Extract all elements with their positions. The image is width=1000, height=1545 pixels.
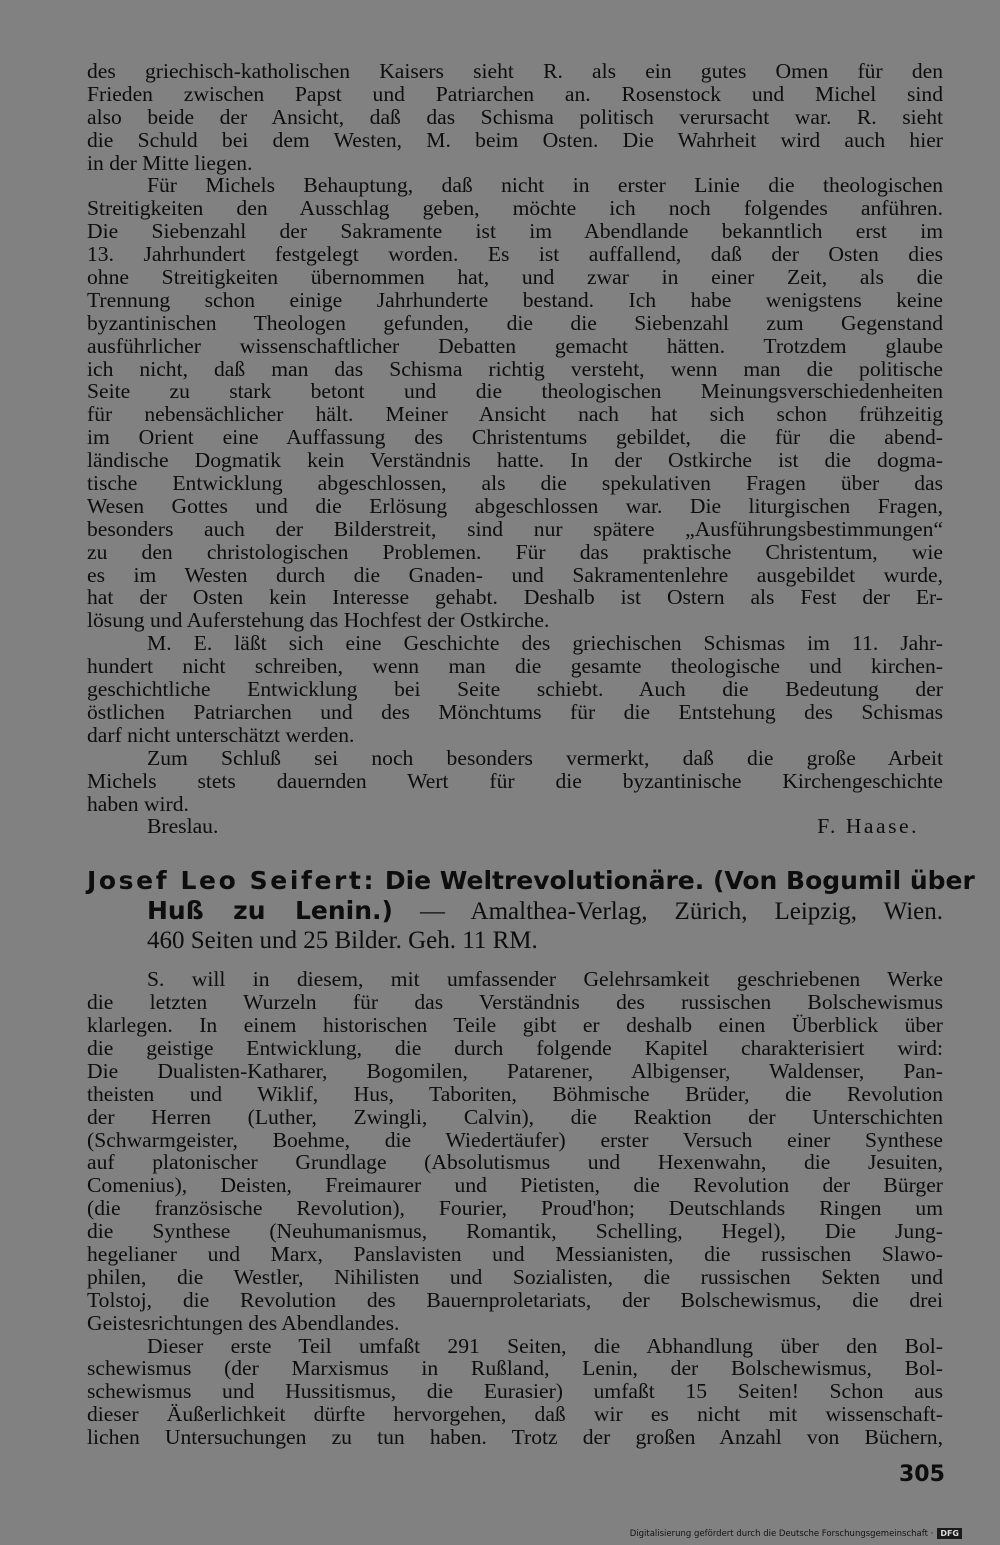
text-line: zu den christologischen Problemen. Für das praktische Christentum, wie (87, 539, 943, 564)
text-line: geschichtliche Entwicklung bei Seite schiebt. Auch die Bedeutung der (87, 677, 943, 702)
text-line: Die Dualisten-Katharer, Bogomilen, Patarener, Albigenser, Waldenser, Pan- (87, 1058, 943, 1083)
text-line: lösung und Auferstehung das Hochfest der Ostkirche. (87, 608, 550, 633)
text-line: Wesen Gottes und die Erlösung abgeschlossen war. Die liturgischen Fragen, (87, 493, 943, 518)
dfg-logo: DFG (937, 1528, 962, 1539)
text-line: auf platonischer Grundlage (Absolutismus und Hexenwahn, die Jesuiten, (87, 1150, 943, 1175)
review-2-heading (87, 866, 975, 956)
text-line: S. will in diesem, mit umfassender Gelehrsamkeit geschriebenen Werke (147, 967, 943, 992)
text-line: lichen Untersuchungen zu tun haben. Trotz der großen Anzahl von Büchern, (87, 1425, 943, 1450)
page-number: 305 (899, 1462, 945, 1487)
text-line: tische Entwicklung abgeschlossen, als die spekulativen Fragen über das (87, 471, 943, 496)
text-line: schewismus (der Marxismus in Rußland, Lenin, der Bolschewismus, Bol- (87, 1356, 943, 1381)
digitization-footer (630, 1528, 962, 1539)
text-line: Geistesrichtungen des Abendlandes. (87, 1310, 400, 1335)
text-line: Die Siebenzahl der Sakramente ist im Abendlande bekanntlich erst im (87, 219, 943, 244)
place-label: Breslau. (147, 814, 219, 839)
text-line: ländische Dogmatik kein Verständnis hatte. In der Ostkirche ist die dogma- (87, 448, 943, 473)
text-line: dieser Äußerlichkeit dürfte hervorgehen, daß wir es nicht mit wissenschaft- (87, 1402, 943, 1427)
text-line: Comenius), Deisten, Freimaurer und Pietisten, die Revolution der Bürger (87, 1173, 943, 1198)
text-line: für nebensächlicher hält. Meiner Ansicht nach hat sich schon frühzeitig (87, 402, 943, 427)
review-1-body (87, 60, 943, 838)
text-line: M. E. läßt sich eine Geschichte des griechischen Schismas im 11. Jahr- (147, 631, 943, 656)
text-line: haben wird. (87, 791, 189, 816)
text-line: die letzten Wurzeln für das Verständnis des russischen Bolschewismus (87, 990, 943, 1015)
text-line: die Schuld bei dem Westen, M. beim Osten. Die Wahrheit wird auch hier (87, 127, 943, 152)
book-title-part-2: Huß zu Lenin.) (147, 896, 393, 926)
text-line: (die französische Revolution), Fourier, Proud'hon; Deutschlands Ringen um (87, 1196, 943, 1221)
text-line: ich nicht, daß man das Schisma richtig versteht, wenn man die politische (87, 356, 943, 381)
text-line: besonders auch der Bilderstreit, sind nur spätere „Ausführungsbestimmungen“ (87, 516, 943, 541)
text-line: Zum Schluß sei noch besonders vermerkt, daß die große Arbeit (147, 745, 943, 770)
footer-credit: Digitalisierung gefördert durch die Deutsche Forschungsgemeinschaft · (629, 1528, 934, 1539)
text-line: schewismus und Hussitismus, die Eurasier) umfaßt 15 Seiten! Schon aus (87, 1379, 943, 1404)
text-line: im Orient eine Auffassung des Christentums gebildet, die für die abend- (87, 425, 943, 450)
text-line: (Schwarmgeister, Boehme, die Wiedertäufer) erster Versuch einer Synthese (87, 1127, 943, 1152)
text-line: der Herren (Luther, Zwingli, Calvin), die Reaktion der Unterschichten (87, 1104, 943, 1129)
book-author: Josef Leo Seifert: (87, 866, 377, 896)
text-line: Tolstoj, die Revolution des Bauernproletariats, der Bolschewismus, die drei (87, 1287, 943, 1312)
text-line: darf nicht unterschätzt werden. (87, 722, 355, 747)
text-line: die Synthese (Neuhumanismus, Romantik, Schelling, Hegel), Die Jung- (87, 1219, 943, 1244)
book-publisher: — Amalthea-Verlag, Zürich, Leipzig, Wien. (419, 898, 943, 926)
text-line: Dieser erste Teil umfaßt 291 Seiten, die Abhandlung über den Bol- (147, 1333, 943, 1358)
text-line: philen, die Westler, Nihilisten und Sozialisten, die russischen Sekten und (87, 1264, 943, 1289)
heading-line-2 (87, 896, 943, 926)
text-line: des griechisch-katholischen Kaisers sieht R. als ein gutes Omen für den (87, 59, 943, 83)
text-line: also beide der Ansicht, daß das Schisma politisch verursacht war. R. sieht (87, 104, 943, 129)
text-line: hegelianer und Marx, Panslavisten und Messianisten, die russischen Slawo- (87, 1241, 943, 1266)
text-line: ausführlicher wissenschaftlicher Debatten gemacht hätten. Trotzdem glaube (87, 333, 943, 358)
page-text-column (87, 59, 975, 1450)
text-line: byzantinischen Theologen gefunden, die die Siebenzahl zum Gegenstand (87, 310, 943, 335)
review-1-signature-row (87, 815, 943, 838)
text-line: Michels stets dauernden Wert für die byzantinische Kirchengeschichte (87, 768, 943, 793)
text-line: Für Michels Behauptung, daß nicht in erster Linie die theologischen (147, 173, 943, 198)
reviewer-signature: F. Haase. (817, 814, 919, 839)
text-line: Streitigkeiten den Ausschlag geben, möchte ich noch folgendes anführen. (87, 196, 943, 221)
text-line: hundert nicht schreiben, wenn man die gesamte theologische und kirchen- (87, 654, 943, 679)
text-line: theisten und Wiklif, Hus, Taboriten, Böhmische Brüder, die Revolution (87, 1081, 943, 1106)
text-line: hat der Osten kein Interesse gehabt. Deshalb ist Ostern als Fest der Er- (87, 585, 943, 610)
book-title-part-1: Die Weltrevolutionäre. (Von Bogumil über (384, 866, 975, 896)
book-details: 460 Seiten und 25 Bilder. Geh. 11 RM. (147, 927, 538, 955)
heading-line-1 (87, 866, 975, 896)
text-line: klarlegen. In einem historischen Teile gibt er deshalb einen Überblick über (87, 1013, 943, 1038)
text-line: Frieden zwischen Papst und Patriarchen an. Rosenstock und Michel sind (87, 81, 943, 106)
text-line: es im Westen durch die Gnaden- und Sakramentenlehre ausgebildet wurde, (87, 562, 943, 587)
text-line: 13. Jahrhundert festgelegt worden. Es ist auffallend, daß der Osten dies (87, 242, 943, 267)
review-2-body (87, 968, 943, 1449)
text-line: die geistige Entwicklung, die durch folgende Kapitel charakterisiert wird: (87, 1035, 943, 1060)
text-line: Trennung schon einige Jahrhunderte bestand. Ich habe wenigstens keine (87, 287, 943, 312)
text-line: östlichen Patriarchen und des Mönchtums für die Entstehung des Schismas (87, 699, 943, 724)
text-line: in der Mitte liegen. (87, 150, 253, 175)
text-line: Seite zu stark betont und die theologischen Meinungsverschiedenheiten (87, 379, 943, 404)
text-line: ohne Streitigkeiten übernommen hat, und zwar in einer Zeit, als die (87, 265, 943, 290)
